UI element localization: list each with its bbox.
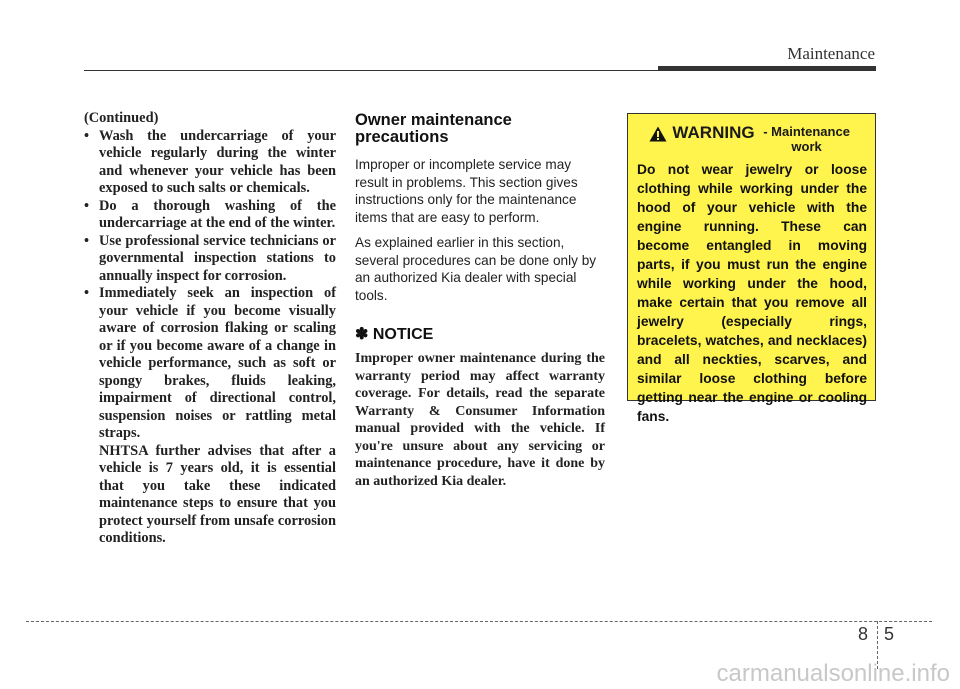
watermark: carmanualsonline.info [716,660,950,687]
continued-label: (Continued) [84,110,159,126]
list-item: • Immediately seek an inspection of your vehicle if you become visually aware of corrosion flaking or scaling or if you become aware of a change in vehicle performance, such as soft or spongy brakes, fluids leaking, impairment of directional control, suspension noises or rattling metal straps. [84,285,336,443]
header-rule-accent [658,66,876,71]
notice-heading: ✽ NOTICE [355,326,434,343]
warning-box [627,113,876,424]
warning-triangle-icon [649,126,667,142]
nhtsa-paragraph: NHTSA further advises that after a vehicle is 7 years old, it is essential that you take these indicated maintenance steps to ensure that you protect yourself from unsafe corrosion conditions. [99,442,336,546]
middle-column [355,112,605,490]
page-number: 5 [884,624,895,644]
body-paragraph: As explained earlier in this section, several procedures can be done only by an authorized Kia dealer with special tools. [355,235,597,303]
section-heading: Owner maintenance precautions [355,111,512,146]
chapter-number: 8 [858,624,869,644]
footer-rule [26,621,932,622]
list-item: • Do a thorough washing of the undercarriage at the end of the winter. [84,198,336,233]
section-title: Maintenance [787,44,875,63]
warning-body: Do not wear jewelry or loose clothing while working under the hood of your vehicle with the engine running. These can become entangled in moving parts, if you must run the engine while working under the hood, make certain that you remove all jewelry (especially rings, bracelets, watches, and necklaces) and all neckties, scarves, and similar loose clothing before getting near the engine or cooling fans. [637,162,867,424]
warning-header [637,124,867,154]
body-paragraph: Improper or incomplete service may result in problems. This section gives instructions only for the maintenance items that are easy to perform. [355,157,578,225]
bullet-list [84,128,336,443]
left-column [84,110,336,548]
warning-subtitle: - Maintenance work [763,124,850,154]
list-item: • Wash the undercarriage of your vehicle regularly during the winter and whenever your vehicle has been exposed to such salts or chemicals. [84,128,336,198]
list-item: • Use professional service technicians or governmental inspection stations to annually inspect for corrosion. [84,233,336,286]
warning-label: WARNING [672,123,755,142]
notice-text: Improper owner maintenance during the warranty period may affect warranty coverage. For details, read the separate Warranty & Consumer Information manual provided with the vehicle. If you're unsure about any servicing or maintenance procedure, have it done by an authorized Kia dealer. [355,351,605,489]
